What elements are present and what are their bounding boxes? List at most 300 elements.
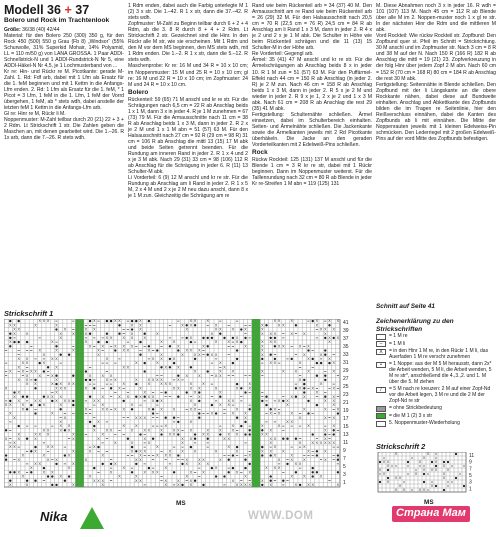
stitch-symbol: X: [189, 323, 193, 328]
nika-logo: [40, 503, 110, 536]
noppe-symbol: [186, 391, 188, 393]
noppe-symbol: [303, 379, 305, 381]
stitch-symbol: X: [298, 415, 302, 420]
stitch-symbol: X: [282, 369, 285, 374]
stitch-symbol: X: [93, 428, 96, 433]
stitch-symbol: X: [324, 457, 327, 462]
noppe-symbol: [177, 454, 179, 456]
stitch-symbol: X: [130, 344, 134, 349]
noppe-symbol: [207, 345, 209, 347]
stitch-symbol: X: [210, 331, 214, 336]
noppe-symbol: [324, 433, 326, 435]
stitch-symbol: X: [168, 449, 172, 454]
stitch-symbol: X: [240, 483, 243, 487]
stitch-symbol: X: [426, 452, 430, 456]
stitch-symbol: X: [42, 428, 46, 433]
legend-symbol: X: [376, 349, 386, 355]
stitch-symbol: X: [72, 449, 75, 454]
noppe-symbol: [270, 408, 272, 410]
noppe-symbol: [387, 477, 389, 479]
stitch-symbol: X: [93, 445, 96, 450]
nika-logo-text: Nika: [40, 509, 68, 524]
stitch-symbol: X: [434, 460, 438, 464]
noppe-symbol: [135, 320, 137, 322]
stitch-symbol: X: [303, 407, 306, 412]
stitch-symbol: X: [55, 457, 58, 462]
noppe-symbol: [5, 429, 7, 431]
stitch-symbol: X: [114, 378, 117, 382]
noppe-symbol: [85, 379, 87, 381]
stitch-symbol: X: [59, 394, 62, 399]
stitch-symbol: X: [273, 466, 277, 471]
noppe-symbol: [207, 337, 209, 339]
stitch-symbol: X: [227, 445, 230, 450]
stitch-symbol: X: [84, 340, 88, 345]
stitch-symbol: X: [25, 361, 29, 366]
noppe-symbol: [265, 324, 267, 326]
stitch-symbol: X: [434, 468, 438, 472]
stitch-symbol: X: [135, 415, 138, 420]
noppe-symbol: [51, 484, 53, 486]
stitch-symbol: X: [286, 403, 289, 408]
stitch-symbol: X: [418, 460, 422, 464]
noppe-symbol: [236, 446, 238, 448]
stitch-symbol: X: [303, 331, 306, 336]
noppe-symbol: [455, 477, 457, 479]
stitch-symbol: X: [164, 453, 167, 458]
noppe-symbol: [316, 362, 318, 364]
stitch-symbol: X: [122, 407, 125, 412]
stitch-symbol: X: [130, 449, 134, 454]
noppe-symbol: [379, 461, 381, 463]
zopfmuster-paragraph: Zopfmuster: M-Zahl zu Beginn teilbar durch 6 + 2 + 4 Rdm, ab die 3. 8 R durch 8 + 4 + 2 Rdm. Lt Strickschrift 2 str. Gezeichnet sind die Hinr. In den Rückr alle M str, wie sie erscheinen. Mit 1 Rdm und den M vor dem MS beginnen, den MS stets wdh, mit 1 Rdm enden. Die 1.–2. R 1 x str, dann die 5.–12. R stets wdh.: [128, 21, 248, 64]
stitch-symbol: X: [38, 373, 41, 378]
stitch-symbol: X: [227, 340, 230, 345]
noppe-symbol: [265, 404, 267, 406]
stitch-symbol: X: [55, 365, 58, 370]
stitch-symbol: X: [298, 386, 302, 391]
stitch-symbol: X: [143, 415, 146, 420]
noppe-symbol: [177, 375, 179, 377]
stitch-symbol: X: [9, 369, 12, 374]
noppe-symbol: [89, 320, 91, 322]
stitch-symbol: X: [189, 319, 193, 324]
stitch-symbol: X: [332, 441, 335, 445]
stitch-symbol: X: [311, 441, 314, 445]
noppe-symbol: [236, 349, 238, 351]
stitch-symbol: X: [290, 411, 293, 416]
stitch-symbol: X: [319, 382, 323, 387]
noppe-symbol: [5, 454, 7, 456]
stitch-symbol: X: [189, 336, 193, 340]
noppe-symbol: [215, 412, 217, 414]
noppe-symbol: [135, 396, 137, 398]
stitch-symbol: X: [214, 449, 218, 454]
stitch-symbol: X: [210, 411, 214, 416]
stitch-symbol: X: [160, 357, 163, 361]
size-label: Größe:: [4, 26, 21, 33]
noppe-symbol: [13, 471, 15, 473]
stitch-symbol: X: [181, 441, 184, 445]
stitch-symbol: X: [269, 340, 272, 345]
noppe-symbol: [186, 337, 188, 339]
noppe-symbol: [106, 341, 108, 343]
re-vorderteil-paragraph: Re Vorderteil: Gegengl arb.: [252, 51, 314, 58]
stitch-symbol: X: [235, 449, 239, 454]
stitch-symbol: X: [244, 344, 247, 349]
stitch-symbol: X: [185, 327, 188, 332]
stitch-symbol: X: [294, 369, 298, 374]
stitch-symbol: X: [328, 336, 331, 340]
noppe-symbol: [144, 370, 146, 372]
stitch-symbol: X: [139, 319, 142, 324]
noppe-symbol: [72, 404, 74, 406]
stitch-symbol: X: [181, 436, 184, 441]
row-number: 29: [343, 368, 349, 374]
stitch-symbol: X: [46, 428, 50, 433]
stitch-symbol: X: [273, 445, 277, 450]
legend-item: [376, 333, 496, 340]
stitch-symbol: X: [422, 456, 426, 460]
noppe-symbol: [89, 379, 91, 381]
stitch-symbol: X: [55, 378, 58, 382]
noppe-symbol: [320, 362, 322, 364]
stitch-symbol: X: [147, 428, 151, 433]
noppe-symbol: [131, 320, 133, 322]
stitch-symbol: X: [269, 428, 272, 433]
row-number: 1: [469, 486, 472, 493]
stitch-symbol: X: [198, 457, 201, 462]
stitch-symbol: X: [109, 373, 113, 378]
bolero-heading: Bolero: [128, 88, 149, 96]
stitch-symbol: X: [198, 373, 201, 378]
noppe-symbol: [249, 433, 251, 435]
noppe-symbol: [55, 484, 57, 486]
stitch-symbol: X: [13, 331, 16, 336]
row-number: 41: [343, 320, 349, 326]
noppe-symbol: [18, 341, 20, 343]
stitch-symbol: X: [139, 453, 142, 458]
row-number: 1: [343, 480, 346, 486]
stitch-symbol: X: [244, 411, 247, 416]
stitch-symbol: X: [55, 323, 58, 328]
noppe-symbol: [55, 383, 57, 385]
noppe-symbol: [106, 320, 108, 322]
legend-symbol: •: [376, 362, 386, 368]
noppe-symbol: [194, 433, 196, 435]
stitch-symbol: X: [17, 378, 20, 382]
noppe-symbol: [240, 341, 242, 343]
noppe-symbol: [181, 463, 183, 465]
gl-re-paragraph: Gl re: Hinr re M, Rückr li M.: [4, 111, 66, 118]
noppe-symbol: [55, 375, 57, 377]
noppe-symbol: [270, 480, 272, 482]
row-number: 7: [469, 466, 472, 473]
stitch-symbol: X: [206, 319, 209, 324]
noppe-symbol: [324, 396, 326, 398]
stitch-symbol: X: [189, 483, 193, 487]
stitch-symbol: X: [9, 411, 12, 416]
noppe-symbol: [39, 362, 41, 364]
model-title: [4, 3, 124, 17]
chart1-title: Strickschrift 1: [4, 309, 54, 318]
stitch-symbol: X: [189, 407, 193, 412]
noppe-symbol: [274, 337, 276, 339]
stitch-symbol: X: [97, 352, 100, 357]
stitch-symbol: X: [273, 331, 277, 336]
stitch-symbol: X: [185, 462, 188, 466]
noppe-symbol: [249, 429, 251, 431]
noppe-symbol: [127, 438, 129, 440]
stitch-symbol: X: [303, 457, 306, 462]
stitch-symbol: X: [177, 478, 180, 483]
stitch-symbol: X: [42, 403, 46, 408]
noppe-symbol: [64, 454, 66, 456]
stitch-symbol: X: [164, 365, 167, 370]
legend-symbol: [376, 413, 386, 419]
stitch-symbol: X: [72, 462, 75, 466]
stitch-symbol: X: [307, 369, 310, 374]
stitch-symbol: X: [177, 344, 180, 349]
stitch-symbol: X: [97, 420, 100, 424]
stitch-symbol: X: [430, 468, 434, 472]
stitch-symbol: X: [72, 436, 75, 441]
stitch-symbol: X: [198, 462, 201, 466]
noppe-symbol: [261, 446, 263, 448]
noppe-symbol: [236, 383, 238, 385]
noppe-symbol: [26, 396, 28, 398]
stitch-symbol: X: [336, 483, 340, 487]
noppe-symbol: [316, 404, 318, 406]
noppe-symbol: [169, 345, 171, 347]
noppe-symbol: [435, 465, 437, 467]
noppe-symbol: [295, 471, 297, 473]
legend-text: = in den Hinr 1 M re, in den Rückr 1 M li, das Auerfaden 1 M re verschr zunehmen: [389, 348, 489, 361]
stitch-symbol: X: [160, 428, 163, 433]
noppe-symbol: [232, 337, 234, 339]
stitch-symbol: X: [193, 390, 197, 395]
stitch-symbol: X: [126, 365, 130, 370]
stitch-symbol: X: [160, 352, 163, 357]
footer-url: WWW.DOM: [248, 510, 314, 522]
stitch-symbol: X: [101, 403, 104, 408]
stitch-symbol: X: [13, 441, 16, 445]
noppe-symbol: [148, 320, 150, 322]
stitch-symbol: X: [147, 382, 151, 387]
legend-text: = ohne Strickbedeutung: [389, 405, 442, 412]
noppe-symbol: [337, 412, 339, 414]
noppe-symbol: [207, 438, 209, 440]
stitch-symbol: X: [160, 378, 163, 382]
noppe-symbol: [324, 379, 326, 381]
noppe-symbol: [274, 358, 276, 360]
chart1-grid: [4, 319, 374, 499]
stitch-symbol: X: [277, 466, 281, 471]
stitch-symbol: X: [265, 432, 268, 437]
stitch-symbol: X: [126, 394, 130, 399]
stitch-symbol: X: [9, 483, 12, 487]
stitch-symbol: X: [143, 336, 146, 340]
stitch-symbol: X: [319, 327, 323, 332]
stitch-symbol: X: [214, 327, 218, 332]
column-3: [252, 3, 372, 308]
stitch-symbol: X: [160, 407, 163, 412]
legend-item: [376, 348, 496, 360]
stitch-symbol: X: [336, 319, 340, 324]
stitch-symbol: X: [139, 323, 142, 328]
stitch-symbol: X: [193, 319, 197, 324]
noppe-symbol: [333, 429, 335, 431]
stitch-symbol: X: [315, 441, 319, 445]
stitch-symbol: X: [248, 382, 251, 387]
noppe-symbol: [282, 438, 284, 440]
noppe-symbol: [379, 481, 381, 483]
noppe-symbol: [55, 463, 57, 465]
patterns-paragraph: Kr re: Hin- und Rückr re M. Picotkante: gerade M-Zahl. 1. Rd: Fdf arb, dabei mit 1 Lfm als Ersatz für die 1. feM beginnen und mit 1 Kettm in die Anfangs-Lfm enden. 2. Rd: 1 Lfm als Ersatz für die 1. feM, * 1 Picot = 3 Lfm, 1 feM in die 1. Lfm, 1 feM der Vorrd übergehen, 1 feM, ab * stets wdh, dabei anstelle der letzten feM 1 Kettm in die Anfangs-Lfm arb.: [4, 68, 124, 112]
stitch-symbol: X: [122, 336, 125, 340]
noppe-symbol: [328, 324, 330, 326]
noppe-symbol: [131, 471, 133, 473]
stitch-symbol: X: [139, 478, 142, 483]
stitch-symbol: X: [319, 474, 323, 479]
li-vorderteil-paragraph: Li Vorderteil: 6 (9) 12 M anschl und kr re str. Für die Rundung ab Anschlag am li Rand in jeder 2. R 1 x 5 M, 2 x 4 M und 2 x je 2 M neu dazu anschl, dann 8 x je 1 M zun. Gleichzeitig die Schrägung am re: [128, 175, 248, 200]
noppe-symbol: [34, 446, 36, 448]
stitch-symbol: X: [177, 365, 180, 370]
stitch-symbol: X: [147, 378, 151, 382]
stitch-symbol: X: [51, 357, 54, 361]
stitch-symbol: X: [319, 441, 323, 445]
noppe-symbol: [215, 475, 217, 477]
stitch-symbol: X: [34, 462, 37, 466]
noppe-symbol: [26, 408, 28, 410]
noppe-symbol: [244, 337, 246, 339]
stitch-symbol: X: [303, 352, 306, 357]
vord-rockteil-paragraph: Vord Rockteil: Wie rückw Rockteil str. Zopfbund: Den Zopfbund quer st. Pfeil im Schnitt = Strickrichtung. 30 M anschl und im Zopfmuster str. Nach 3 cm = 8 R und 38 M auf der N. Nach 150 R (166 R) 182 R ab Anschlag die mittl = 19 (21) 23. Zopfverkreuzung in der folg Hinr über jedem Zopf 2 M abn. Nach 60 cm = 152 R (70 cm = 168 R) 80 cm = 184 R ab Anschlag die rest 30 M abk.: [376, 33, 496, 82]
noppe-symbol: [9, 345, 11, 347]
noppe-symbol: [423, 481, 425, 483]
stitch-symbol: X: [59, 331, 62, 336]
stitch-symbol: X: [34, 369, 37, 374]
noppe-symbol: [43, 370, 45, 372]
noppe-symbol: [337, 471, 339, 473]
stitch-symbol: X: [189, 348, 193, 353]
stitch-symbol: X: [219, 327, 222, 332]
noppe-symbol: [312, 320, 314, 322]
stitch-symbol: X: [198, 386, 201, 391]
noppe-symbol: [173, 362, 175, 364]
noppe-symbol: [223, 475, 225, 477]
stitch-symbol: X: [139, 415, 142, 420]
noppe-symbol: [68, 475, 70, 477]
row-number: 19: [343, 408, 349, 414]
stitch-symbol: X: [126, 348, 130, 353]
stitch-symbol: X: [290, 474, 293, 479]
stitch-symbol: X: [55, 390, 58, 395]
noppe-symbol: [9, 320, 11, 322]
noppe-symbol: [72, 375, 74, 377]
noppe-symbol: [144, 333, 146, 335]
stitch-symbol: X: [315, 323, 319, 328]
stitch-symbol: X: [109, 470, 113, 475]
noppe-symbol: [228, 471, 230, 473]
stitch-symbol: X: [248, 483, 251, 487]
stitch-symbol: X: [261, 327, 264, 332]
row-number: 9: [343, 448, 346, 454]
stitch-symbol: X: [398, 484, 402, 488]
stitch-symbol: X: [442, 472, 446, 476]
stitch-symbol: X: [386, 460, 390, 464]
stitch-symbol: X: [328, 319, 331, 324]
stitch-symbol: X: [21, 361, 25, 366]
stitch-symbol: X: [55, 357, 58, 361]
stitch-symbol: X: [34, 432, 37, 437]
stitch-symbol: X: [17, 365, 20, 370]
rock-heading: Rock: [252, 149, 268, 157]
stitch-symbol: X: [235, 386, 239, 391]
stitch-symbol: X: [21, 474, 25, 479]
stitch-symbol: X: [386, 480, 390, 484]
stitch-symbol: X: [51, 382, 54, 387]
stitch-symbol: X: [332, 361, 335, 366]
noppe-symbol: [307, 349, 309, 351]
stitch-symbol: X: [17, 357, 20, 361]
noppe-symbol: [68, 354, 70, 356]
stitch-symbol: X: [261, 352, 264, 357]
noppe-symbol: [324, 375, 326, 377]
stitch-symbol: X: [235, 340, 239, 345]
stitch-symbol: X: [21, 407, 25, 412]
stitch-symbol: X: [156, 453, 159, 458]
noppe-symbol: [228, 459, 230, 461]
stitch-symbol: X: [164, 478, 167, 483]
noppe-symbol: [236, 417, 238, 419]
stitch-symbol: X: [101, 478, 104, 483]
stitch-symbol: X: [394, 488, 398, 492]
stitch-symbol: X: [118, 394, 121, 399]
legend-text: = 5 M nach re kreuzen: 2 M auf einer Zopf-Nd vor die Arbeit legen, 3 M re und die 2 M der Zopf-Nd re str: [389, 386, 491, 405]
noppe-symbol: [156, 400, 158, 402]
stitch-symbol: X: [219, 428, 222, 433]
noppe-symbol: [316, 454, 318, 456]
stitch-symbol: X: [84, 327, 88, 332]
legend-item: [376, 405, 496, 412]
noppe-symbol: [34, 379, 36, 381]
row-number: 3: [469, 479, 472, 486]
noppe-symbol: [26, 341, 28, 343]
noppe-symbol: [131, 328, 133, 330]
stitch-symbol: X: [93, 327, 96, 332]
stitch-symbol: X: [143, 390, 146, 395]
stitch-symbol: X: [332, 399, 335, 403]
stitch-symbol: X: [135, 478, 138, 483]
stitch-symbol: X: [422, 488, 426, 492]
noppe-symbol: [295, 324, 297, 326]
stitch-symbol: X: [311, 483, 314, 487]
stitch-symbol: X: [298, 441, 302, 445]
stitch-symbol: X: [135, 457, 138, 462]
row-number: 25: [343, 384, 349, 390]
stitch-symbol: X: [418, 488, 422, 492]
stitch-symbol: X: [105, 357, 109, 361]
stitch-symbol: X: [430, 484, 434, 488]
noppe-symbol: [9, 337, 11, 339]
stitch-symbol: X: [206, 432, 209, 437]
stitch-symbol: X: [38, 399, 41, 403]
stitch-symbol: X: [332, 403, 335, 408]
stitch-symbol: X: [84, 386, 88, 391]
stitch-symbol: X: [88, 344, 92, 349]
stitch-symbol: X: [59, 382, 62, 387]
